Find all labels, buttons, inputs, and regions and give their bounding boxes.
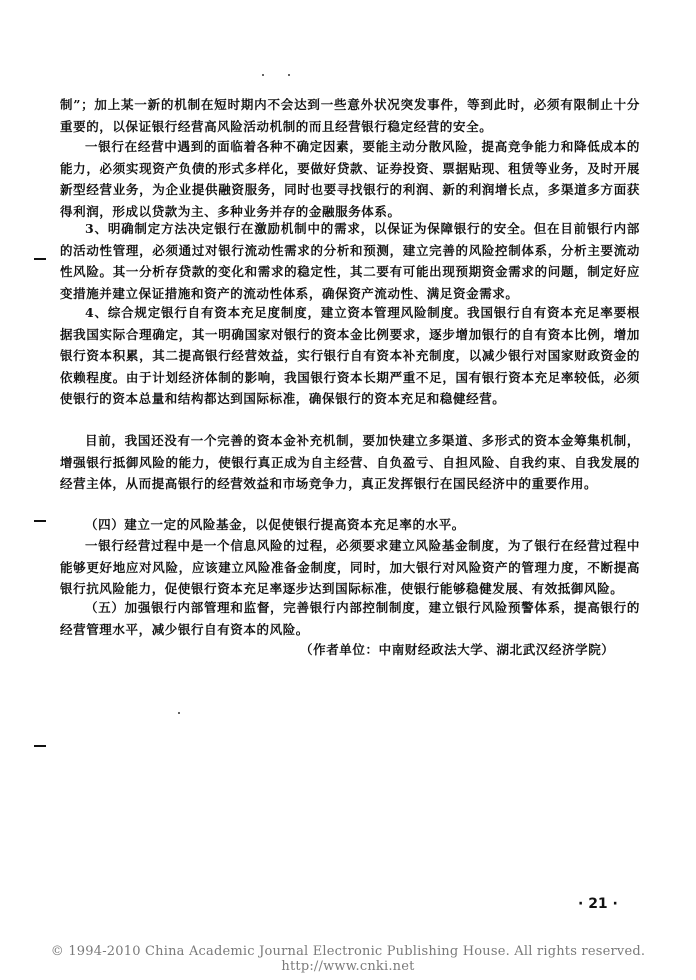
copyright-footer: © 1994-2010 China Academic Journal Electronic Publishing House. All rights reserved. http://www.cnki.net: [50, 944, 646, 974]
paragraph-text: 4、综合规定银行自有资本充足度制度，建立资本管理风险制度。我国银行自有资本充足率要根据我国实际合理确定，其一明确国家对银行的资本金比例要求，逐步增加银行的自有资本比例，增加银行资本积累，其二提高银行经营效益，实行银行自有资本补充制度，以减少银行对国家财政资金的依赖程度。由于计划经济体制的影响，我国银行资本长期严重不足，国有银行资本充足率较低，必须使银行的资本总量和结构都达到国际标准，确保银行的资本充足和稳健经营。: [60, 305, 640, 406]
section-heading: [60, 514, 640, 536]
scan-speck: [288, 74, 290, 76]
paragraph-text: （四）建立一定的风险基金，以促使银行提高资本充足率的水平。: [85, 517, 465, 532]
author-affiliation: （作者单位：中南财经政法大学、湖北武汉经济学院）: [300, 642, 615, 657]
margin-mark: [34, 520, 46, 522]
scan-speck: [262, 74, 264, 76]
body-paragraph: [60, 136, 640, 222]
body-paragraph: [60, 430, 640, 495]
margin-mark: [34, 745, 46, 747]
paragraph-text: 3、明确制定方法决定银行在激励机制中的需求，以保证为保障银行的安全。但在目前银行内部的活动性管理，必须通过对银行流动性需求的分析和预测，建立完善的风险控制体系，分析主要流动性风险。其一分析存贷款的变化和需求的稳定性，其二要有可能出现预期资金需求的问题，制定好应变措施并建立保证措施和资产的流动性体系，确保资产流动性、满足资金需求。: [60, 221, 640, 301]
section-heading: [60, 597, 640, 640]
paragraph-text: （五）加强银行内部管理和监督，完善银行内部控制制度，建立银行风险预警体系，提高银行的经营管理水平，减少银行自有资本的风险。: [60, 600, 640, 637]
paragraph-text: 制”；加上某一新的机制在短时期内不会达到一些意外状况突发事件，等到此时，必须有限制止十分重要的，以保证银行经营高风险活动机制的而且经营银行稳定经营的安全。: [60, 97, 640, 134]
body-paragraph: [60, 94, 640, 137]
paragraph-text: 一银行经营过程中是一个信息风险的过程，必须要求建立风险基金制度，为了银行在经营过程中能够更好地应对风险，应该建立风险准备金制度，同时，加大银行对风险资产的管理力度，不断提高银行抗风险能力，促使银行资本充足率逐步达到国际标准，使银行能够稳健发展、有效抵御风险。: [60, 538, 640, 596]
page-number: · 21 ·: [578, 896, 618, 912]
scan-speck: [178, 712, 180, 714]
body-paragraph: [60, 302, 640, 410]
paragraph-text: 目前，我国还没有一个完善的资本金补充机制，要加快建立多渠道、多形式的资本金筹集机制，增强银行抵御风险的能力，使银行真正成为自主经营、自负盈亏、自担风险、自我约束、自我发展的经营主体，从而提高银行的经营效益和市场竞争力，真正发挥银行在国民经济中的重要作用。: [60, 433, 640, 491]
body-paragraph: [60, 218, 640, 304]
body-paragraph: [60, 535, 640, 600]
margin-mark: [34, 258, 46, 260]
paragraph-text: 一银行在经营中遇到的面临着各种不确定因素，要能主动分散风险，提高竞争能力和降低成本的能力，必须实现资产负债的形式多样化，要做好贷款、证券投资、票据贴现、租赁等业务，及时开展新型经营业务，为企业提供融资服务，同时也要寻找银行的利润、新的利润增长点，多渠道多方面获得利润，形成以贷款为主、多种业务并存的金融服务体系。: [60, 139, 640, 219]
